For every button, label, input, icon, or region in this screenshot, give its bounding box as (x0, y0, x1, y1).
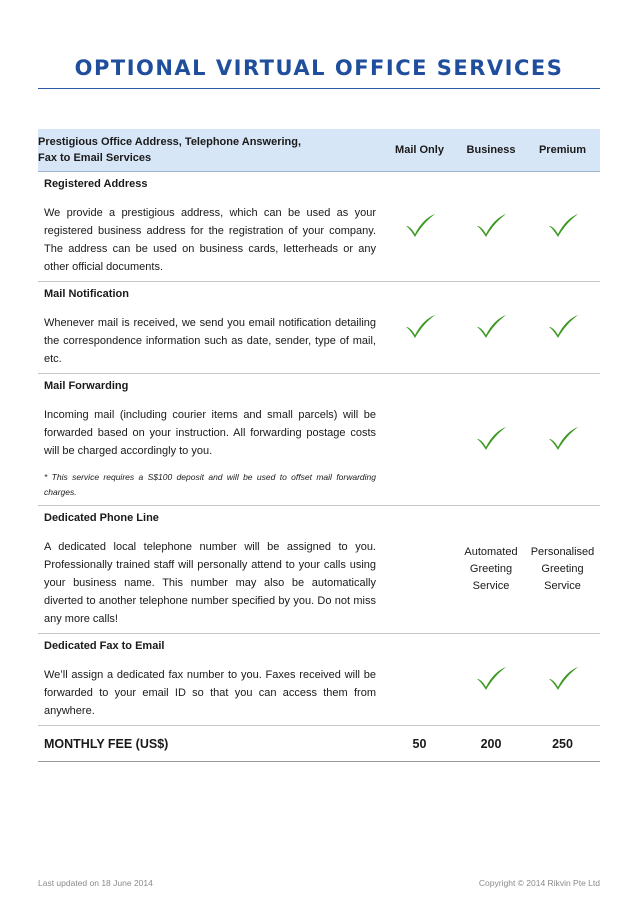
monthly-fee-label: MONTHLY FEE (US$) (38, 726, 382, 762)
premium-cell (525, 634, 600, 726)
mail-only-cell (382, 172, 457, 282)
header-mail-only: Mail Only (382, 129, 457, 172)
table-row (38, 172, 600, 282)
check-icon (403, 313, 437, 339)
service-title: Registered Address (44, 178, 148, 190)
fee-premium: 250 (525, 726, 600, 762)
table-row (38, 634, 600, 726)
fee-mail-only: 50 (382, 726, 457, 762)
business-feature-text: Automated Greeting Service (464, 546, 518, 592)
service-text: Whenever mail is received, we send you email notification detailing the correspondence information such as date, sender, type of mail, etc. (44, 317, 376, 365)
check-icon (546, 425, 580, 451)
service-note: * This service requires a S$100 deposit and will be used to offset mail forwarding charges. (44, 472, 376, 497)
premium-cell (525, 172, 600, 282)
service-title: Mail Forwarding (44, 380, 129, 392)
service-title: Dedicated Phone Line (44, 512, 159, 524)
service-description (38, 172, 382, 282)
mail-only-cell (382, 506, 457, 634)
header-description (38, 129, 382, 172)
check-icon (546, 665, 580, 691)
business-cell (457, 634, 525, 726)
mail-only-cell (382, 374, 457, 506)
check-icon (403, 212, 437, 238)
service-description (38, 282, 382, 374)
page-title: OPTIONAL VIRTUAL OFFICE SERVICES (74, 56, 564, 80)
service-text: We’ll assign a dedicated fax number to you. Faxes received will be forwarded to your email ID so that you can access them from anywhere. (44, 669, 376, 717)
header-premium: Premium (525, 129, 600, 172)
service-description (38, 506, 382, 634)
check-icon (474, 212, 508, 238)
mail-only-cell (382, 634, 457, 726)
premium-cell (525, 374, 600, 506)
fee-business: 200 (457, 726, 525, 762)
check-icon (474, 425, 508, 451)
service-title: Mail Notification (44, 288, 129, 300)
service-text: Incoming mail (including courier items and small parcels) will be forwarded based on your instruction. All forwarding postage costs will be charged accordingly to you. (44, 409, 376, 457)
business-cell (457, 374, 525, 506)
table-row (38, 506, 600, 634)
service-description (38, 634, 382, 726)
services-table (38, 129, 600, 762)
check-icon (546, 212, 580, 238)
business-cell (457, 282, 525, 374)
business-cell (457, 506, 525, 634)
header-business: Business (457, 129, 525, 172)
check-icon (546, 313, 580, 339)
service-title: Dedicated Fax to Email (44, 640, 165, 652)
check-icon (474, 665, 508, 691)
premium-cell (525, 506, 600, 634)
mail-only-cell (382, 282, 457, 374)
title-divider (38, 88, 600, 89)
business-cell (457, 172, 525, 282)
premium-cell (525, 282, 600, 374)
check-icon (474, 313, 508, 339)
service-text: A dedicated local telephone number will be assigned to you. Professionally trained staff will personally attend to your calls using your business name. This number may also be automatically diverted to another telephone number specified by you. Do not miss any more calls! (44, 541, 376, 625)
header-description-line2: Fax to Email Services (38, 152, 152, 164)
footer-copyright: Copyright © 2014 Rikvin Pte Ltd (478, 878, 600, 888)
footer-last-updated: Last updated on 18 June 2014 (38, 878, 153, 888)
service-description (38, 374, 382, 506)
premium-feature-text: Personalised Greeting Service (530, 546, 595, 592)
table-row (38, 282, 600, 374)
header-description-line1: Prestigious Office Address, Telephone Answering, (38, 136, 302, 148)
monthly-fee-row (38, 726, 600, 762)
service-text: We provide a prestigious address, which can be used as your registered business address for the registration of your company. The address can be used on business cards, letterheads or any other official documents. (44, 207, 376, 273)
table-row (38, 374, 600, 506)
table-header-row (38, 129, 600, 172)
